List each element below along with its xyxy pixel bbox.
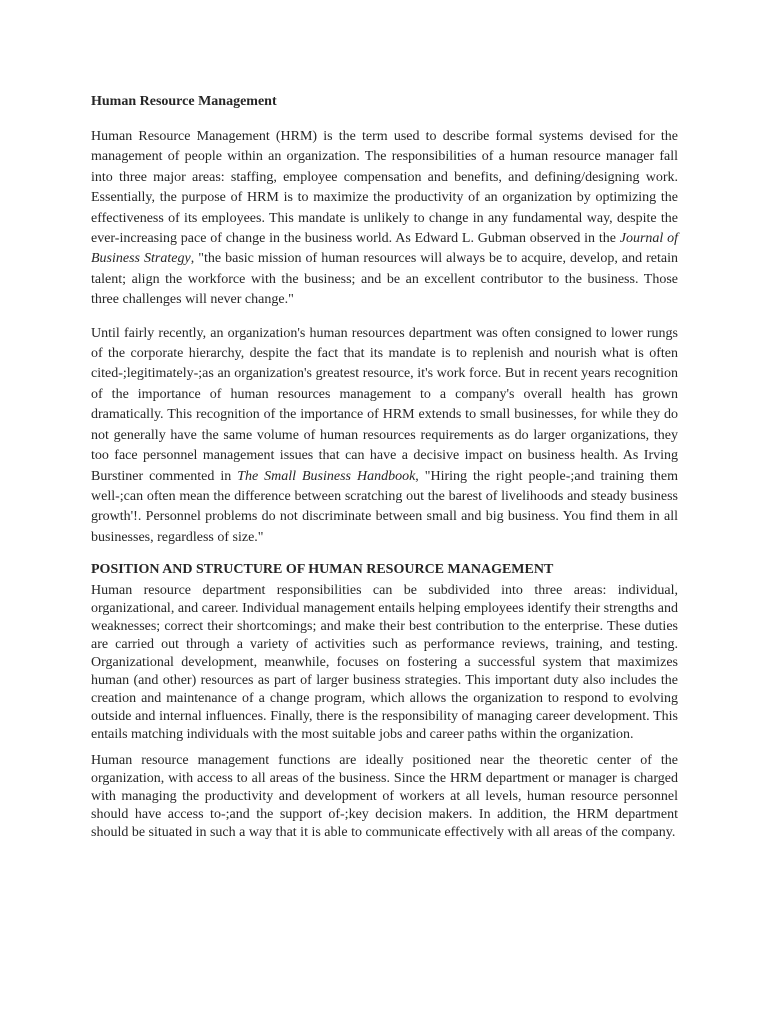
book-title-italic: The Small Business Handbook — [237, 468, 416, 484]
journal-title-italic: Journal of Business Strategy — [91, 231, 678, 267]
paragraph-1 — [91, 127, 678, 311]
paragraph-4: Human resource management functions are ideally positioned near the theoretic center of the organization, with access to all areas of the business. Since the HRM department or manager is charged with managing the productivity and development of workers at all levels, human resource personnel should have access to-;and the support of-;key decision makers. In addition, the HRM department should be situated in such a way that it is able to communicate effectively with all areas of the company. — [91, 753, 678, 841]
paragraph-1-text-a: Human Resource Management (HRM) is the term used to describe formal systems devised for the management of people within an organization. The responsibilities of a human resource manager fall into three major areas: staffing, employee compensation and benefits, and defining/designing work. Essentially, the purpose of HRM is to maximize the productivity of an organization by optimizing the effectiveness of its employees. This mandate is unlikely to change in any fundamental way, despite the ever-increasing pace of change in the business world. As Edward L. Gubman observed in the — [91, 129, 678, 247]
paragraph-1-text-b: , "the basic mission of human resources will always be to acquire, develop, and retain talent; align the workforce with the business; and be an excellent contributor to the business. Those three challenges will never change." — [91, 251, 678, 308]
paragraph-2-text-b: , "Hiring the right people-;and training them well-;can often mean the difference between scratching out the barest of livelihoods and steady business growth'!. Personnel problems do not discriminate between small and big business. You find them in all businesses, regardless of size." — [91, 468, 678, 545]
paragraph-2-text-a: Until fairly recently, an organization's human resources department was often consigned to lower rungs of the corporate hierarchy, despite the fact that its mandate is to replenish and nourish what is often cited-;legitimately-;as an organization's greatest resource, it's work force. But in recent years recognition of the importance of human resources management to a company's overall health has grown dramatically. This recognition of the importance of HRM extends to small businesses, for while they do not generally have the same volume of human resources requirements as do larger organizations, they too face personnel management issues that can have a decisive impact on business health. As Irving Burstiner commented in — [91, 325, 678, 484]
paragraph-3: Human resource department responsibilities can be subdivided into three areas: individual, organizational, and career. Individual management entails helping employees identify their strengths and weaknesses; correct their shortcomings; and make their best contribution to the enterprise. These duties are carried out through a variety of activities such as performance reviews, training, and testing. Organizational development, meanwhile, focuses on fostering a successful system that maximizes human (and other) resources as part of larger business strategies. This important duty also includes the creation and maintenance of a change program, which allows the organization to respond to evolving outside and internal influences. Finally, there is the responsibility of managing career development. This entails matching individuals with the most suitable jobs and career paths within the organization. — [91, 583, 678, 743]
paragraph-2 — [91, 324, 678, 548]
section-heading: POSITION AND STRUCTURE OF HUMAN RESOURCE MANAGEMENT — [91, 562, 554, 578]
document-title: Human Resource Management — [91, 94, 277, 109]
document-page — [91, 92, 678, 850]
